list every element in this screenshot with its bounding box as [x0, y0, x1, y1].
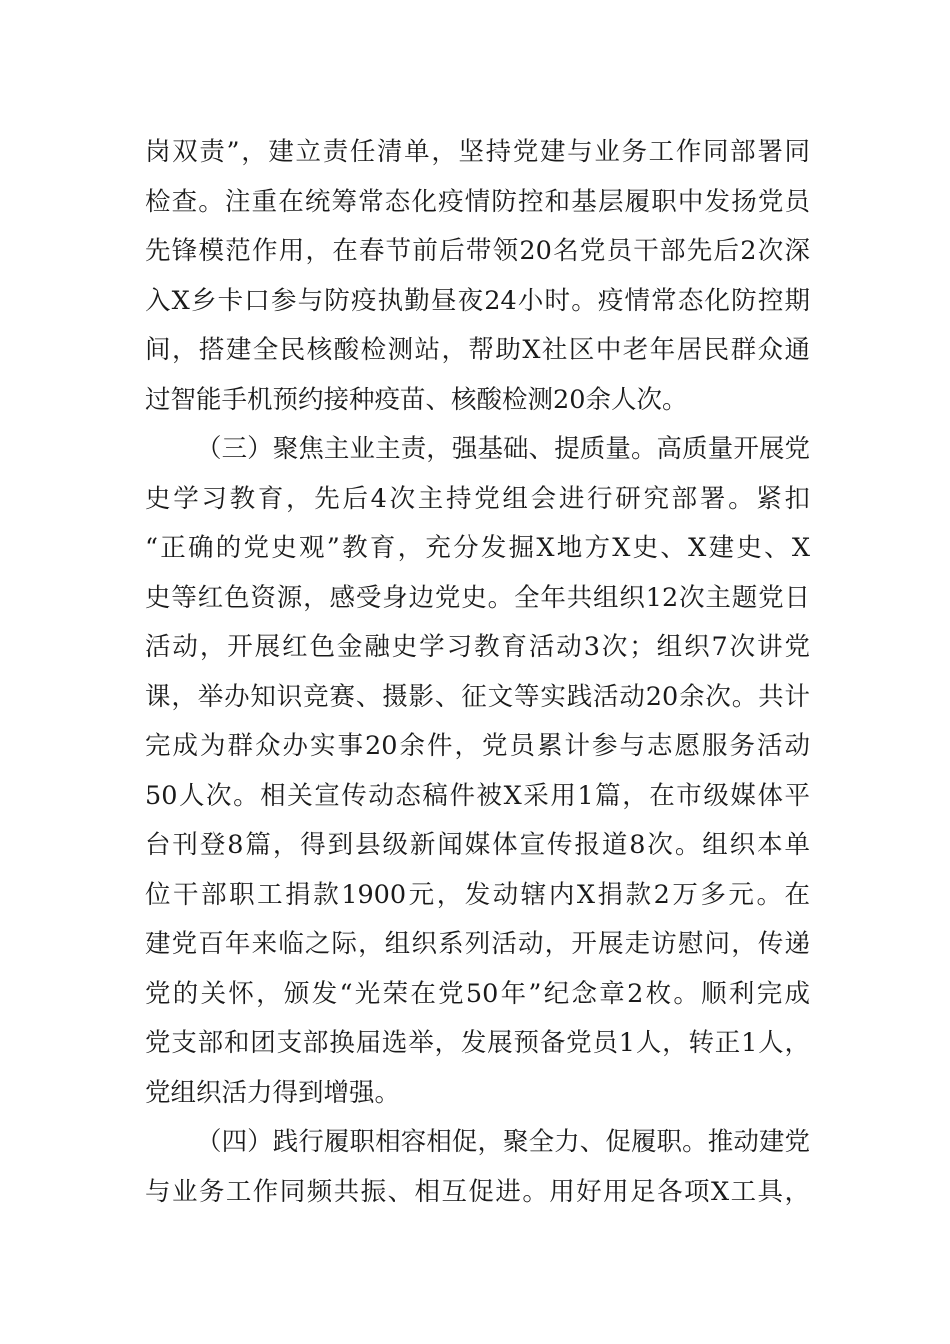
text-line: 位干部职工捐款1900元，发动辖内X捐款2万多元。在 — [145, 879, 810, 910]
text-line: 岗双责”，建立责任清单，坚持党建与业务工作同部署同 — [145, 137, 810, 167]
text-line: 间，搭建全民核酸检测站，帮助X社区中老年居民群众通 — [145, 335, 810, 365]
text-line: 50人次。相关宣传动态稿件被X采用1篇，在市级媒体平 — [145, 780, 810, 811]
text-line: 建党百年来临之际，组织系列活动，开展走访慰问，传递 — [145, 929, 810, 959]
text-line: 课，举办知识竞赛、摄影、征文等实践活动20余次。共计 — [145, 681, 810, 712]
text-line: 史等红色资源，感受身边党史。全年共组织12次主题党日 — [145, 582, 810, 613]
text-line: （四）践行履职相容相促，聚全力、促履职。推动建党 — [196, 1127, 810, 1157]
text-line: 史学习教育，先后4次主持党组会进行研究部署。紧扣 — [145, 483, 810, 514]
text-line: “正确的党史观”教育，充分发掘X地方X史、X建史、X — [145, 533, 810, 563]
text-line: 党支部和团支部换届选举，发展预备党员1人，转正1人， — [145, 1028, 810, 1058]
text-line: 党的关怀，颁发“光荣在党50年”纪念章2枚。顺利完成 — [145, 978, 810, 1009]
text-line: 完成为群众办实事20余件，党员累计参与志愿服务活动 — [145, 731, 810, 761]
text-line: 过智能手机预约接种疫苗、核酸检测20余人次。 — [145, 384, 688, 415]
text-line: 活动，开展红色金融史学习教育活动3次；组织7次讲党 — [145, 632, 810, 662]
text-line: 检查。注重在统筹常态化疫情防控和基层履职中发扬党员 — [145, 186, 810, 217]
text-line: 台刊登8篇，得到县级新闻媒体宣传报道8次。组织本单 — [145, 830, 810, 860]
text-line: （三）聚焦主业主责，强基础、提质量。高质量开展党 — [196, 434, 810, 464]
text-line: 党组织活力得到增强。 — [145, 1077, 401, 1108]
text-line: 先锋模范作用，在春节前后带领20名党员干部先后2次深 — [145, 236, 810, 266]
text-line: 与业务工作同频共振、相互促进。用好用足各项X工具， — [145, 1176, 810, 1207]
body-text — [145, 128, 810, 1217]
text-line: 入X乡卡口参与防疫执勤昼夜24小时。疫情常态化防控期 — [145, 285, 810, 316]
